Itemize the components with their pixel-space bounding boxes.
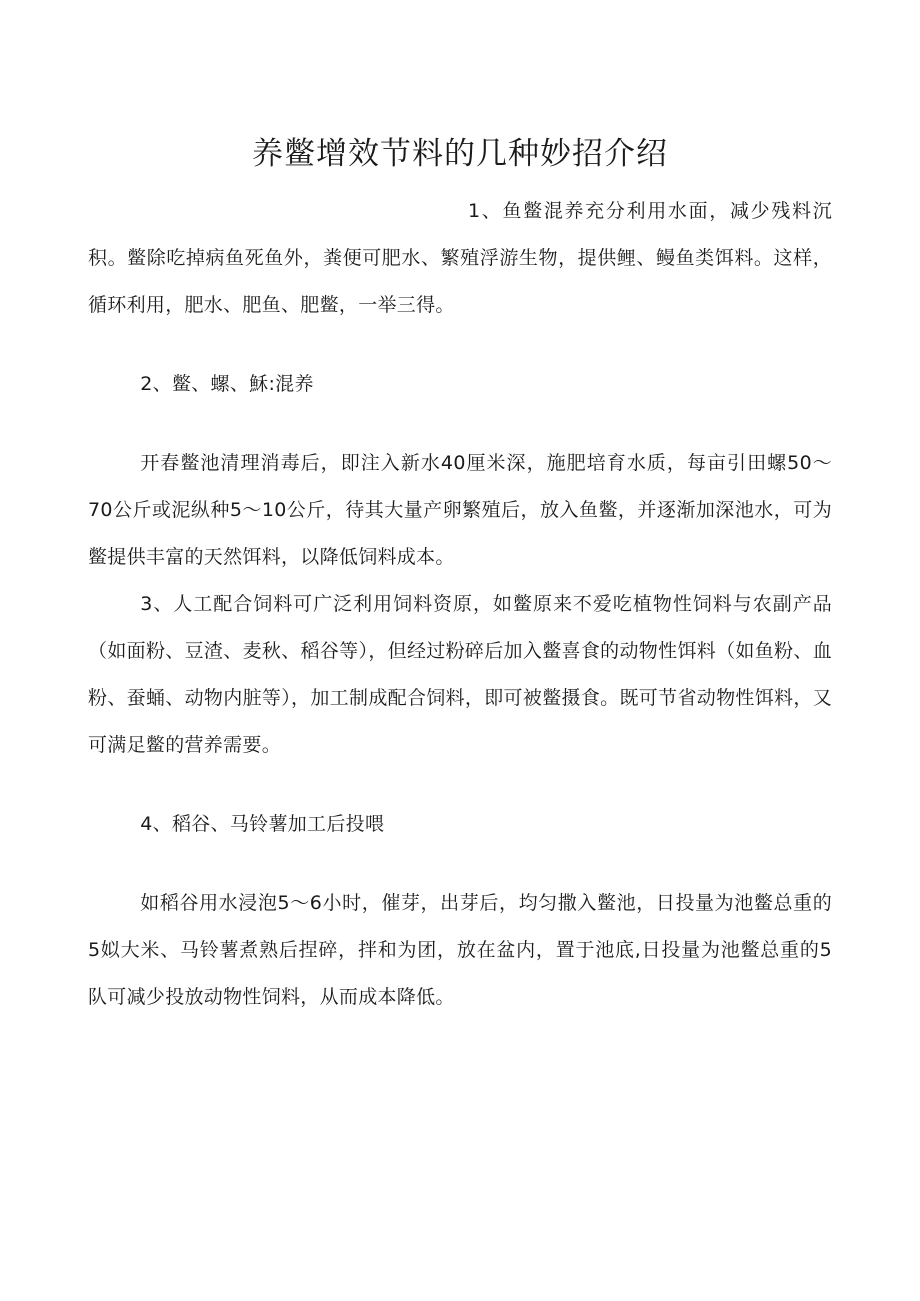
paragraph-6: 如稻谷用水浸泡5～6小时，催芽，出芽后，均匀撒入鳖池，日投量为池鳖总重的5姒大米、马铃薯煮熟后捏碎，拌和为团，放在盆内，置于池底,日投量为池鳖总重的5队可减少投放动物性饲料，从而成本降低。 bbox=[88, 892, 832, 1008]
paragraph-1: 1、鱼鳖混养充分利用水面，减少残料沉积。鳖除吃掉病鱼死鱼外，粪便可肥水、繁殖浮游生物，提供鲤、鳗鱼类饵料。这样，循环利用，肥水、肥鱼、肥鳖，一举三得。 bbox=[88, 200, 832, 316]
document-body bbox=[88, 188, 832, 1021]
paragraph-3: 开春鳖池清理消毒后，即注入新水40厘米深，施肥培育水质，每亩引田螺50～70公斤或泥纵种5～10公斤，待其大量产卵繁殖后，放入鱼鳖，并逐渐加深池水，可为鳖提供丰富的天然饵料，以降低饲料成本。 bbox=[88, 452, 832, 568]
paragraph-5-heading: 4、稻谷、马铃薯加工后投喂 bbox=[140, 813, 385, 835]
document-title: 养鳖增效节料的几种妙招介绍 bbox=[252, 136, 668, 172]
paragraph-4: 3、人工配合饲料可广泛利用饲料资原，如鳖原来不爱吃植物性饲料与农副产品（如面粉、豆渣、麦秋、稻谷等），但经过粉碎后加入鳖喜食的动物性饵料（如鱼粉、血粉、蚕蛹、动物内脏等），加工制成配合饲料，即可被鳖摄食。既可节省动物性饵料，又可满足鳖的营养需要。 bbox=[88, 593, 832, 756]
paragraph-2-heading: 2、鳖、螺、穌:混养 bbox=[140, 373, 314, 395]
